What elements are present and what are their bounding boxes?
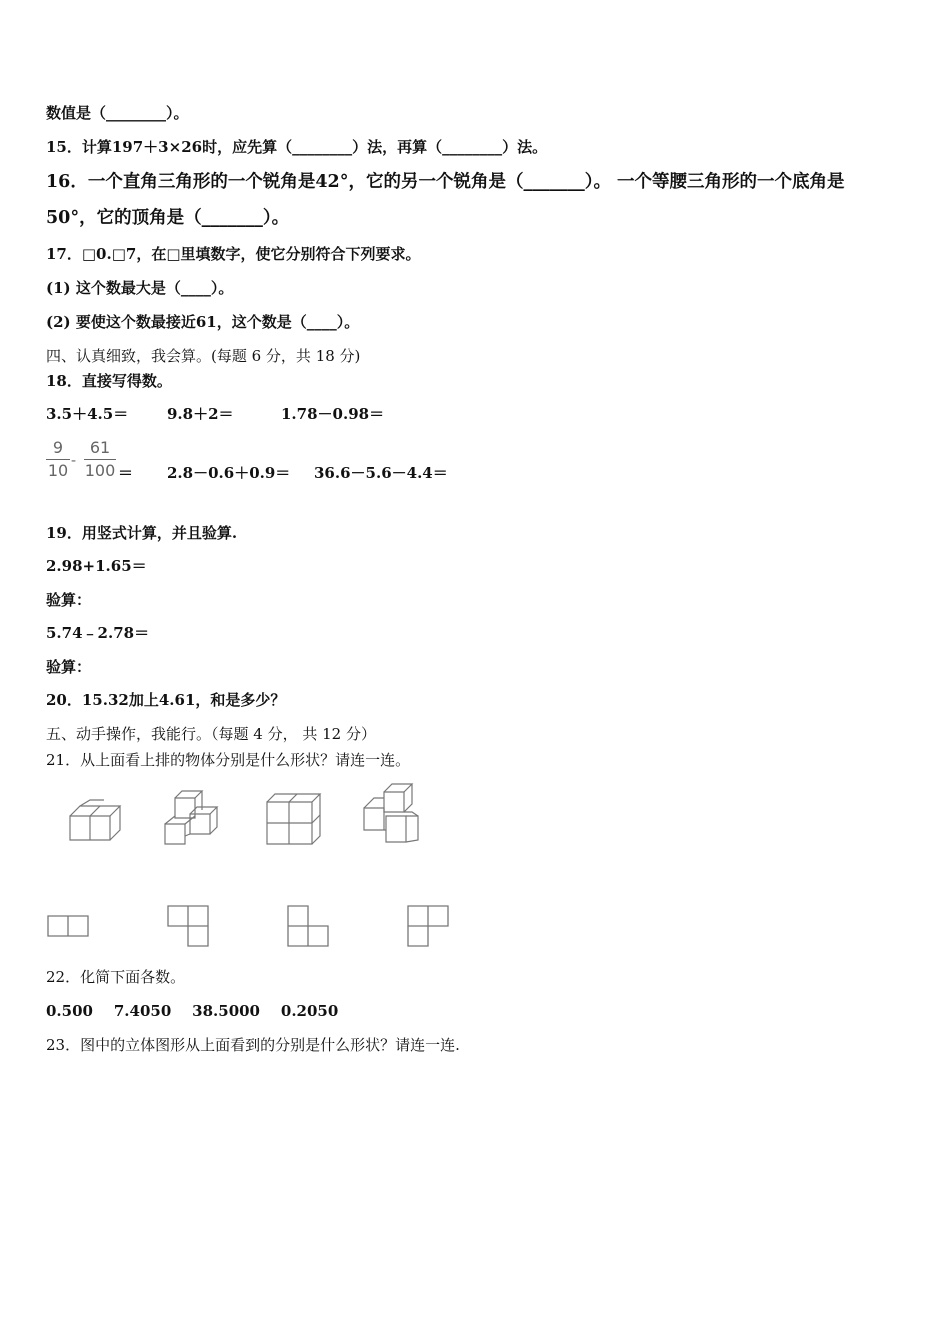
calc-r1c2: 9.8＋2＝ [167,405,234,423]
fraction-9-10 [46,437,70,482]
question-21: 21．从上面看上排的物体分别是什么形状？请连一连。 [46,751,411,769]
top-view-mirror-l-shape [406,903,452,949]
calc-r1c3: 1.78－0.98＝ [281,405,385,423]
calc-r1c1: 3.5＋4.5＝ [46,405,129,423]
question-19: 19．用竖式计算，并且验算. [46,524,238,542]
cube-figure-4 [356,778,426,848]
fraction-numerator: 9 [52,438,64,457]
line-value-blank: 数值是（________）。 [46,104,189,122]
fraction-61-100 [84,437,116,482]
top-view-l-shape-right [166,903,212,949]
question-17-sub2: (2) 要使这个数最接近61，这个数是（____）。 [46,313,360,331]
question-23: 23．图中的立体图形从上面看到的分别是什么形状？请连一连. [46,1036,460,1054]
calc-r2c3: 36.6－5.6－4.4＝ [314,464,448,482]
question-17: 17．□0.□7，在□里填数字，使它分别符合下列要求。 [46,245,421,263]
question-19-calc1: 2.98+1.65＝ [46,557,147,575]
cube-figure-1 [64,798,124,846]
question-20: 20．15.32加上4.61，和是多少？ [46,691,286,709]
cube-figure-3 [262,790,324,846]
question-18: 18．直接写得数。 [46,372,172,390]
fraction-denominator: 100 [84,461,116,480]
question-19-check2: 验算： [46,658,92,676]
question-16-part1: 16．一个直角三角形的一个锐角是42°，它的另一个锐角是（_______）。 一个等腰三角形的一个底角是 [46,172,845,192]
fraction-minus: - [71,451,77,469]
question-22-numbers: 0.500 7.4050 38.5000 0.2050 [46,1002,339,1020]
question-19-calc2: 5.74﹣2.78＝ [46,624,150,642]
question-19-check1: 验算： [46,591,92,609]
calc-r2c2: 2.8－0.6＋0.9＝ [167,464,291,482]
top-view-two-squares [46,913,92,939]
fraction-equals: ＝ [118,464,134,482]
section-four-heading: 四、认真细致，我会算。(每题 6 分，共 18 分) [46,347,361,365]
question-15: 15．计算197＋3×26时，应先算（________）法，再算（________）法。 [46,138,548,156]
section-five-heading: 五、动手操作，我能行。（每题 4 分， 共 12 分） [46,725,376,743]
question-17-sub1: (1) 这个数最大是（____）。 [46,279,234,297]
question-16-part2: 50°，它的顶角是（_______）。 [46,208,290,228]
top-view-l-shape-left [286,903,332,949]
fraction-numerator: 61 [89,438,111,457]
fraction-denominator: 10 [47,461,69,480]
question-22: 22．化简下面各数。 [46,968,186,986]
cube-figure-2 [160,786,226,848]
